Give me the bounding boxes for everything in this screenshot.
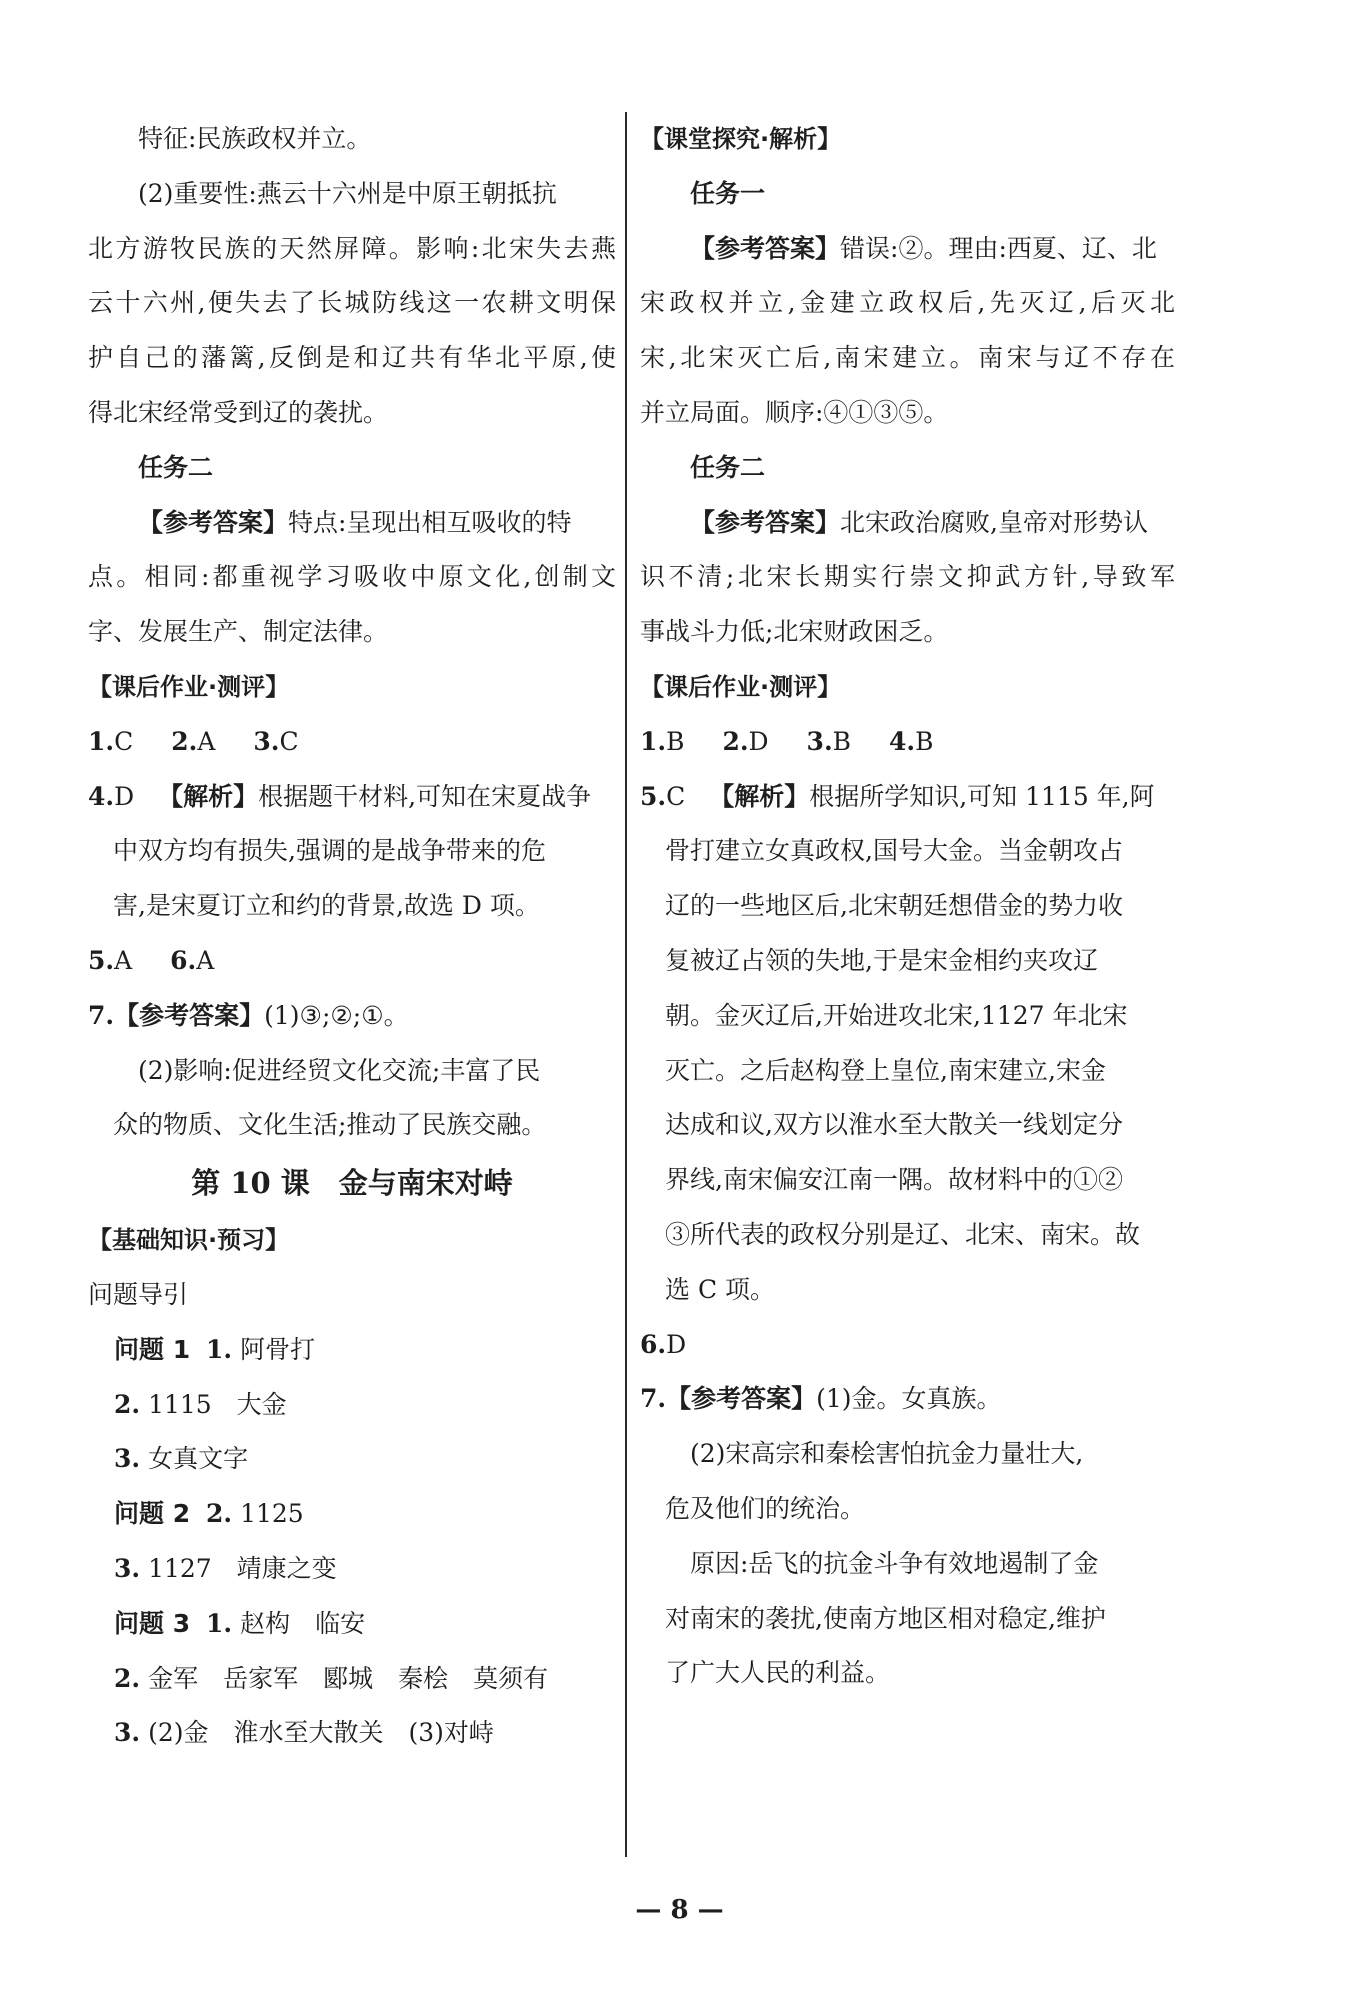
list-item bbox=[88, 1323, 616, 1378]
list-item bbox=[88, 1378, 616, 1433]
answer-choice: B bbox=[915, 726, 934, 756]
text-line: 宋政权并立,金建立政权后,先灭辽,后灭北 bbox=[640, 288, 1175, 318]
answer-choice: B bbox=[666, 726, 685, 756]
answer-text: (1)③;②;①。 bbox=[264, 1000, 409, 1030]
left-column bbox=[88, 112, 616, 1761]
list-item bbox=[88, 1597, 616, 1652]
answer-text: 错误:②。理由:西夏、辽、北 bbox=[840, 233, 1157, 263]
text-line: 识不清;北宋长期实行崇文抑武方针,导致军 bbox=[640, 562, 1175, 592]
analysis-tag: 【解析】 bbox=[158, 781, 259, 811]
text-line: 特征:民族政权并立。 bbox=[138, 124, 372, 153]
answer-row bbox=[88, 934, 616, 989]
question-number: 1. bbox=[640, 726, 667, 756]
item-text: 女真文字 bbox=[148, 1444, 249, 1474]
item-text: 1125 bbox=[240, 1499, 304, 1529]
problem-label: 问题 1 bbox=[114, 1334, 191, 1364]
item-number: 3. bbox=[114, 1444, 141, 1474]
question-number: 7. bbox=[88, 1000, 115, 1030]
answer-choice: C bbox=[279, 726, 299, 756]
item-number: 2. bbox=[114, 1389, 141, 1419]
text-line: 字、发展生产、制定法律。 bbox=[88, 617, 389, 647]
text-line: 复被辽占领的失地,于是宋金相约夹攻辽 bbox=[665, 945, 1098, 975]
text-line: (2)影响:促进经贸文化交流;丰富了民 bbox=[138, 1055, 541, 1085]
answer-tag: 【参考答案】 bbox=[690, 507, 841, 537]
section-heading: 【课后作业·测评】 bbox=[88, 672, 290, 701]
question-number: 4. bbox=[888, 726, 916, 756]
problem-label: 问题 3 bbox=[114, 1608, 191, 1638]
task-heading: 任务二 bbox=[138, 452, 214, 482]
answer-choice: C bbox=[114, 726, 134, 756]
answer-text: (1)金。女真族。 bbox=[816, 1384, 1002, 1414]
answer-line bbox=[88, 496, 616, 551]
list-item bbox=[88, 1706, 616, 1761]
text-line: (2)宋高宗和秦桧害怕抗金力量壮大, bbox=[690, 1439, 1084, 1469]
answer-tag: 【参考答案】 bbox=[138, 507, 289, 537]
list-item bbox=[88, 1432, 616, 1487]
text-line: 界线,南宋偏安江南一隅。故材料中的①② bbox=[665, 1165, 1123, 1195]
item-number: 1. bbox=[206, 1608, 233, 1638]
text-line: ③所代表的政权分别是辽、北宋、南宋。故 bbox=[665, 1219, 1141, 1249]
task-heading: 任务二 bbox=[690, 452, 766, 482]
answer-row bbox=[88, 989, 616, 1044]
answer-choice: A bbox=[196, 945, 215, 975]
item-number: 3. bbox=[114, 1718, 141, 1748]
text-line: 危及他们的统治。 bbox=[665, 1493, 866, 1523]
text-line: 辽的一些地区后,北宋朝廷想借金的势力收 bbox=[665, 891, 1123, 921]
right-column bbox=[640, 112, 1175, 1701]
item-number: 2. bbox=[114, 1663, 141, 1693]
answer-choice: D bbox=[114, 781, 135, 811]
text-line: 朝。金灭辽后,开始进攻北宋,1127 年北宋 bbox=[665, 1000, 1128, 1030]
question-number: 3. bbox=[806, 726, 833, 756]
problem-label: 问题 2 bbox=[114, 1499, 191, 1529]
text-line: 了广大人民的利益。 bbox=[665, 1658, 891, 1688]
list-item bbox=[88, 1542, 616, 1597]
page-number: — 8 — bbox=[635, 1895, 724, 1925]
answer-choice: C bbox=[666, 781, 686, 811]
column-divider bbox=[625, 112, 627, 1857]
question-number: 2. bbox=[722, 726, 749, 756]
question-number: 6. bbox=[170, 945, 197, 975]
list-item bbox=[88, 1652, 616, 1707]
analysis-tag: 【解析】 bbox=[709, 781, 810, 811]
question-number: 5. bbox=[88, 945, 115, 975]
answer-tag: 【参考答案】 bbox=[690, 233, 841, 263]
answer-text: 北宋政治腐败,皇帝对形势认 bbox=[840, 507, 1148, 537]
item-text: 1115 大金 bbox=[148, 1389, 287, 1419]
text-line: 灭亡。之后赵构登上皇位,南宋建立,宋金 bbox=[665, 1055, 1106, 1085]
lesson-title: 第 10 课 金与南宋对峙 bbox=[191, 1166, 513, 1201]
text-line: 宋,北宋灭亡后,南宋建立。南宋与辽不存在 bbox=[640, 343, 1175, 373]
text-line: 事战斗力低;北宋财政困乏。 bbox=[640, 617, 949, 647]
text-line: 选 C 项。 bbox=[665, 1274, 776, 1304]
text-line: 护自己的藩篱,反倒是和辽共有华北平原,使 bbox=[88, 343, 616, 373]
item-number: 1. bbox=[206, 1334, 233, 1364]
question-number: 4. bbox=[88, 781, 115, 811]
text-line: 云十六州,便失去了长城防线这一农耕文明保 bbox=[88, 288, 616, 318]
text-line: 中双方均有损失,强调的是战争带来的危 bbox=[113, 836, 546, 866]
question-number: 2. bbox=[171, 726, 198, 756]
answer-choice: D bbox=[666, 1329, 687, 1359]
section-heading: 【课堂探究·解析】 bbox=[640, 125, 842, 153]
section-heading: 【基础知识·预习】 bbox=[88, 1226, 290, 1255]
answer-line bbox=[640, 222, 1175, 277]
text-line: 害,是宋夏订立和约的背景,故选 D 项。 bbox=[113, 891, 540, 921]
subheading: 问题导引 bbox=[88, 1279, 189, 1309]
answer-row bbox=[640, 770, 1175, 825]
answer-row bbox=[88, 770, 616, 825]
text-line: 得北宋经常受到辽的袭扰。 bbox=[88, 397, 389, 427]
item-text: 阿骨打 bbox=[240, 1334, 316, 1364]
analysis-text: 根据题干材料,可知在宋夏战争 bbox=[258, 781, 592, 811]
list-item bbox=[88, 1487, 616, 1542]
section-heading: 【课后作业·测评】 bbox=[640, 672, 842, 701]
item-text: 金军 岳家军 郾城 秦桧 莫须有 bbox=[148, 1663, 549, 1693]
item-text: (2)金 淮水至大散关 (3)对峙 bbox=[148, 1718, 494, 1748]
item-text: 1127 靖康之变 bbox=[148, 1553, 337, 1583]
text-line: 北方游牧民族的天然屏障。影响:北宋失去燕 bbox=[88, 233, 616, 263]
question-number: 6. bbox=[640, 1329, 667, 1359]
item-number: 3. bbox=[114, 1553, 141, 1583]
text-line: 并立局面。顺序:④①③⑤。 bbox=[640, 397, 949, 427]
answer-choice: D bbox=[748, 726, 769, 756]
text-line: 点。相同:都重视学习吸收中原文化,创制文 bbox=[88, 562, 616, 592]
answer-row bbox=[640, 1318, 1175, 1373]
answer-choice: A bbox=[197, 726, 216, 756]
answer-line bbox=[640, 496, 1175, 551]
answer-row bbox=[640, 715, 1175, 770]
text-line: (2)重要性:燕云十六州是中原王朝抵抗 bbox=[138, 178, 557, 208]
question-number: 7. bbox=[640, 1384, 667, 1414]
answer-row bbox=[88, 715, 616, 770]
text-line: 对南宋的袭扰,使南方地区相对稳定,维护 bbox=[665, 1603, 1106, 1633]
item-number: 2. bbox=[206, 1499, 233, 1529]
answer-tag: 【参考答案】 bbox=[666, 1384, 817, 1414]
question-number: 5. bbox=[640, 781, 667, 811]
answer-tag: 【参考答案】 bbox=[114, 1000, 265, 1030]
answer-text: 特点:呈现出相互吸收的特 bbox=[288, 507, 572, 537]
analysis-text: 根据所学知识,可知 1115 年,阿 bbox=[809, 781, 1155, 811]
answer-row bbox=[640, 1372, 1175, 1427]
text-line: 众的物质、文化生活;推动了民族交融。 bbox=[113, 1110, 547, 1140]
task-heading: 任务一 bbox=[690, 178, 766, 208]
text-line: 原因:岳飞的抗金斗争有效地遏制了金 bbox=[690, 1548, 1099, 1578]
text-line: 达成和议,双方以淮水至大散关一线划定分 bbox=[665, 1110, 1123, 1140]
question-number: 1. bbox=[88, 726, 115, 756]
item-text: 赵构 临安 bbox=[240, 1608, 366, 1638]
answer-choice: A bbox=[114, 945, 133, 975]
question-number: 3. bbox=[253, 726, 280, 756]
answer-choice: B bbox=[832, 726, 852, 756]
text-line: 骨打建立女真政权,国号大金。当金朝攻占 bbox=[665, 836, 1123, 866]
